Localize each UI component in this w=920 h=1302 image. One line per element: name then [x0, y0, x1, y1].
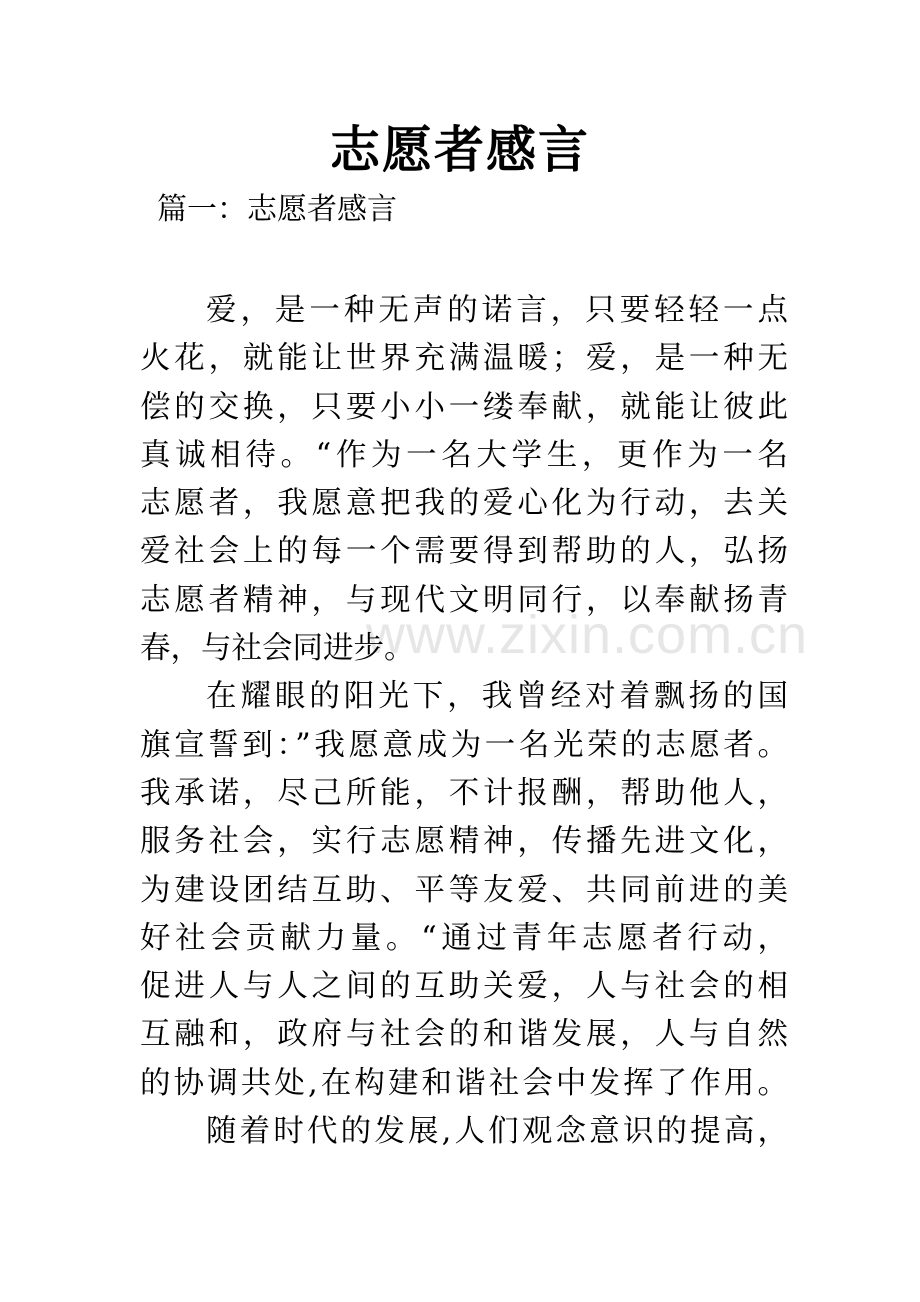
paragraph-line: 随着时代的发展,人们观念意识的提高， — [206, 1114, 788, 1150]
page-title: 志愿者感言 — [330, 120, 590, 179]
paragraph-line: 爱社会上的每一个需要得到帮助的人，弘扬 — [140, 534, 788, 570]
paragraph-line: 服务社会，实行志愿精神，传播先进文化， — [140, 824, 788, 860]
body-text — [140, 287, 788, 1156]
watermark: www.zixin.com.cn — [366, 605, 809, 665]
paragraph-line: 互融和，政府与社会的和谐发展，人与自然 — [140, 1017, 788, 1053]
paragraph-line: 促进人与人之间的互助关爱，人与社会的相 — [140, 969, 788, 1005]
paragraph-line: 我承诺，尽己所能，不计报酬，帮助他人， — [140, 775, 788, 811]
paragraph-line: 春，与社会同进步。 — [140, 631, 415, 667]
paragraph-line: 真诚相待。“作为一名大学生，更作为一名 — [140, 437, 788, 473]
paragraph-line: 好社会贡献力量。“通过青年志愿者行动， — [140, 920, 788, 956]
paragraph-line: 为建设团结互助、平等友爱、共同前进的美 — [140, 872, 788, 908]
paragraph-line: 偿的交换，只要小小一缕奉献，就能让彼此 — [140, 389, 788, 425]
paragraph-line: 的协调共处,在构建和谐社会中发挥了作用。 — [140, 1065, 788, 1101]
paragraph-line: 爱，是一种无声的诺言，只要轻轻一点 — [206, 293, 788, 328]
paragraph-line: 志愿者精神，与现代文明同行，以奉献扬青 — [140, 582, 788, 618]
paragraph-line: 火花，就能让世界充满温暖；爱，是一种无 — [140, 341, 788, 377]
section-subtitle: 篇一：志愿者感言 — [157, 192, 397, 227]
paragraph-line: 旗宣誓到：”我愿意成为一名光荣的志愿者。 — [140, 727, 788, 763]
paragraph-line: 在耀眼的阳光下，我曾经对着飘扬的国 — [206, 679, 788, 715]
paragraph-line: 志愿者，我愿意把我的爱心化为行动，去关 — [140, 486, 788, 522]
